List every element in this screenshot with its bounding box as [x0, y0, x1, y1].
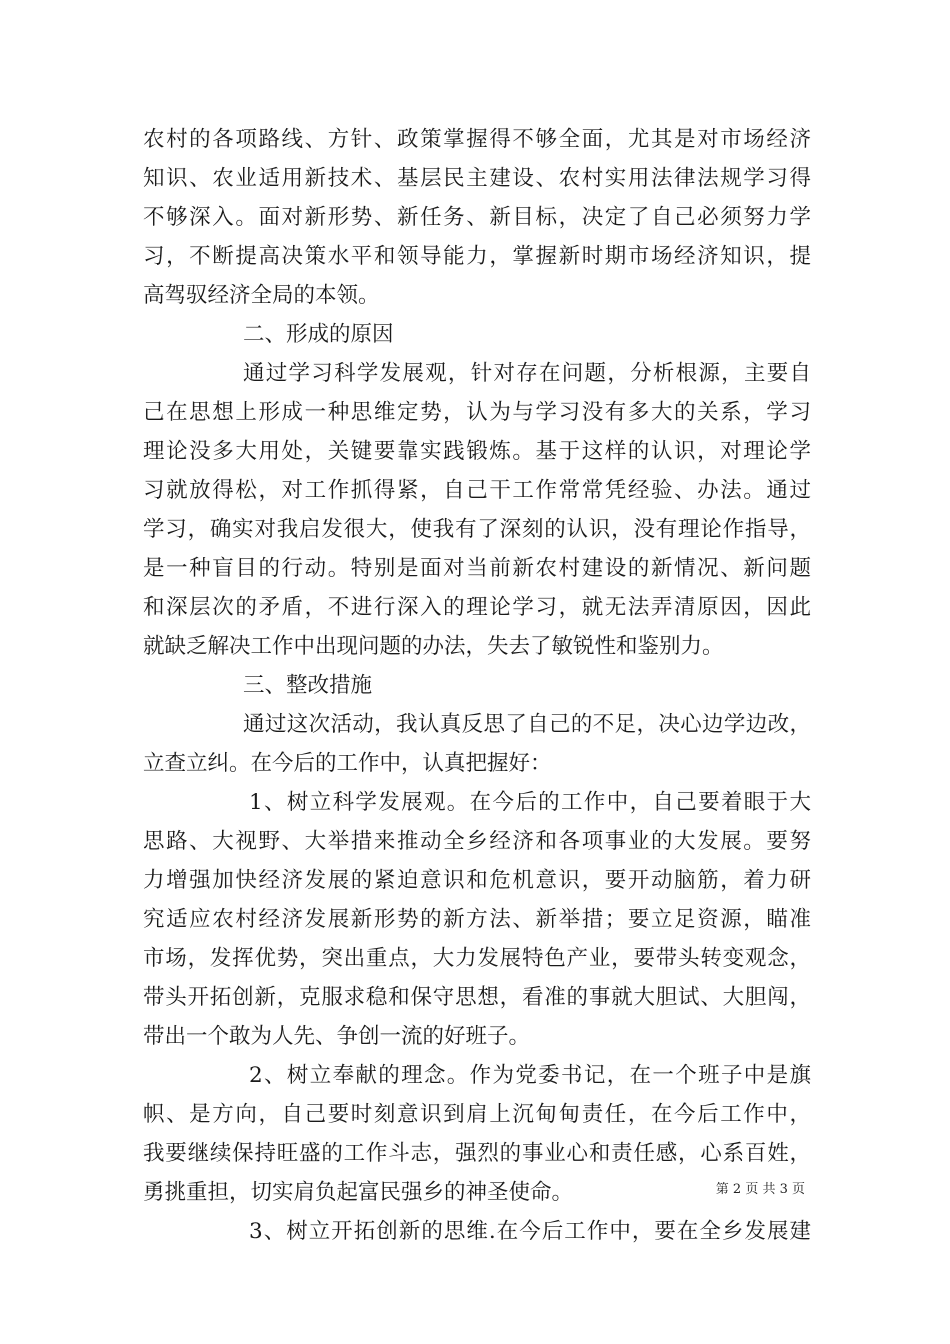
text-line: 究适应农村经济发展新形势的新方法、新举措；要立足资源，瞄准 [143, 907, 811, 932]
text-line: 就缺乏解决工作中出现问题的办法，失去了敏锐性和鉴别力。 [143, 634, 724, 659]
text-line: 帜、是方向，自己要时刻意识到肩上沉甸甸责任，在今后工作中， [143, 1102, 811, 1127]
text-line: 知识、农业适用新技术、基层民主建设、农村实用法律法规学习得 [143, 166, 811, 191]
text-line: 通过这次活动，我认真反思了自己的不足，决心边学边改， [243, 712, 811, 737]
text-line: 力增强加快经济发展的紧迫意识和危机意识，要开动脑筋，着力研 [143, 868, 811, 893]
text-line: 思路、大视野、大举措来推动全乡经济和各项事业的大发展。要努 [143, 829, 811, 854]
text-line: 习就放得松，对工作抓得紧，自己干工作常常凭经验、办法。通过 [143, 478, 811, 503]
text-line: 农村的各项路线、方针、政策掌握得不够全面，尤其是对市场经济 [143, 127, 811, 152]
text-line: 勇挑重担，切实肩负起富民强乡的神圣使命。 [143, 1180, 574, 1205]
text-line: 3、树立开拓创新的思维.在今后工作中，要在全乡发展建 [249, 1219, 811, 1244]
text-line: 市场，发挥优势，突出重点，大力发展特色产业，要带头转变观念， [143, 946, 811, 971]
document-body [143, 120, 811, 1251]
text-line: 带出一个敢为人先、争创一流的好班子。 [143, 1024, 531, 1049]
text-line: 是一种盲目的行动。特别是面对当前新农村建设的新情况、新问题 [143, 556, 811, 581]
text-line: 和深层次的矛盾，不进行深入的理论学习，就无法弄清原因，因此 [143, 595, 811, 620]
text-line: 1、树立科学发展观。在今后的工作中，自己要着眼于大 [249, 790, 811, 815]
text-line: 不够深入。面对新形势、新任务、新目标，决定了自己必须努力学 [143, 205, 811, 230]
text-line: 学习，确实对我启发很大，使我有了深刻的认识，没有理论作指导， [143, 517, 811, 542]
text-line: 高驾驭经济全局的本领。 [143, 283, 380, 308]
text-line: 己在思想上形成一种思维定势，认为与学习没有多大的关系，学习 [143, 400, 811, 425]
text-line: 习，不断提高决策水平和领导能力，掌握新时期市场经济知识，提 [143, 244, 811, 269]
section-heading: 二、形成的原因 [243, 322, 394, 347]
section-heading: 三、整改措施 [243, 673, 373, 698]
text-line: 通过学习科学发展观，针对存在问题，分析根源，主要自 [243, 361, 811, 386]
text-line: 带头开拓创新，克服求稳和保守思想，看准的事就大胆试、大胆闯， [143, 985, 811, 1010]
text-line: 2、树立奉献的理念。作为党委书记，在一个班子中是旗 [249, 1063, 811, 1088]
page-number: 第 2 页 共 3 页 [715, 1182, 805, 1197]
text-line: 理论没多大用处，关键要靠实践锻炼。基于这样的认识，对理论学 [143, 439, 811, 464]
text-line: 我要继续保持旺盛的工作斗志，强烈的事业心和责任感，心系百姓， [143, 1141, 811, 1166]
text-line: 立查立纠。在今后的工作中，认真把握好： [143, 751, 552, 776]
